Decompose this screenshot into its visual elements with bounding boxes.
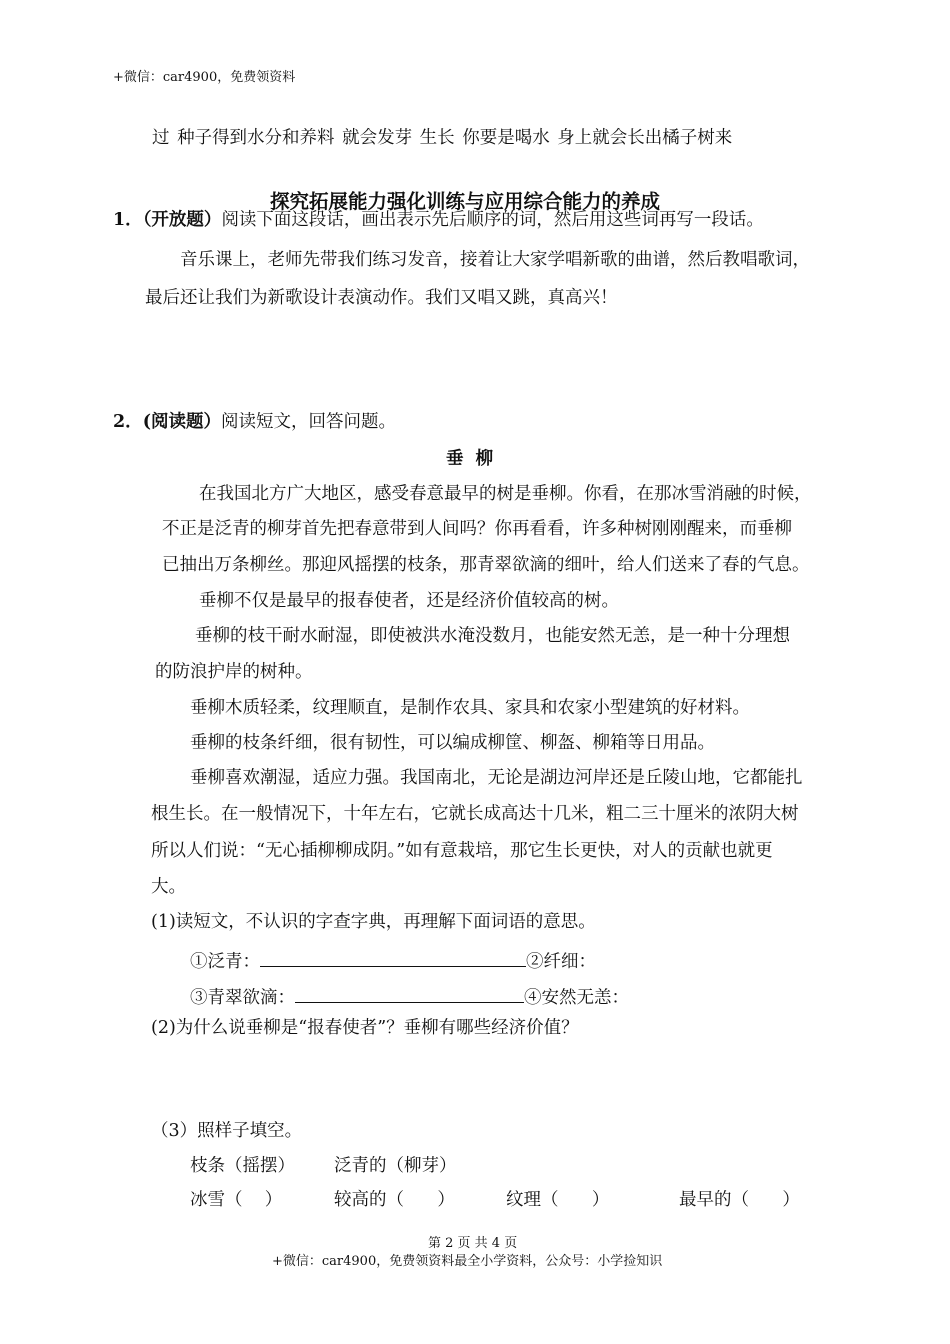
sub3-fill-4[interactable]: 最早的（ ） — [679, 1190, 800, 1210]
page-number: 第 2 页 共 4 页 — [428, 1236, 518, 1251]
q1-number: 1． — [113, 210, 143, 230]
question-1 — [113, 212, 764, 230]
answer-blank[interactable] — [295, 986, 524, 1003]
q1-passage-line-2: 最后还让我们为新歌设计表演动作。我们又唱又跳，真高兴！ — [145, 288, 618, 308]
article-line: 的防浪护岸的树种。 — [155, 662, 313, 682]
sub3-fill-1[interactable]: 冰雪（ ） — [190, 1190, 283, 1210]
article-line: 垂柳喜欢潮湿，适应力强。我国南北，无论是湖边河岸还是丘陵山地，它都能扎 — [190, 768, 803, 788]
article-line: 垂柳不仅是最早的报春使者，还是经济价值较高的树。 — [199, 591, 619, 611]
sub3-fill-2[interactable]: 较高的（ ） — [334, 1190, 455, 1210]
article-line: 已抽出万条柳丝。那迎风摇摆的枝条，那青翠欲滴的细叶，给人们送来了春的气息。 — [162, 555, 810, 575]
article-title: 垂 柳 — [446, 449, 494, 469]
q1-passage-line-1: 音乐课上，老师先带我们练习发音，接着让大家学唱新歌的曲谱，然后教唱歌词， — [180, 250, 810, 270]
sub1-item-2-label: ②纤细： — [526, 952, 596, 972]
q1-prompt: 阅读下面这段话，画出表示先后顺序的词，然后用这些词再写一段话。 — [221, 210, 764, 230]
article-line: 垂柳的枝条纤细，很有韧性，可以编成柳筐、柳盔、柳箱等日用品。 — [190, 733, 715, 753]
article-line: 垂柳木质轻柔，纹理顺直，是制作农具、家具和农家小型建筑的好材料。 — [190, 698, 750, 718]
sub3-example-1: 枝条（摇摆） — [190, 1156, 295, 1176]
sub2-prompt: (2)为什么说垂柳是“报春使者”？垂柳有哪些经济价值？ — [151, 1018, 579, 1038]
q2-tag: (阅读题） — [142, 412, 221, 432]
sub1-prompt: (1)读短文，不认识的字查字典，再理解下面词语的意思。 — [151, 912, 596, 932]
sub3-prompt: （3）照样子填空。 — [151, 1121, 303, 1141]
sub1-row-2 — [190, 986, 629, 1008]
header-text: +微信：car4900，免费领资料 — [113, 70, 296, 85]
article-line: 大。 — [151, 877, 186, 897]
question-2 — [113, 414, 396, 432]
article-line: 根生长。在一般情况下，十年左右，它就长成高达十几米，粗二三十厘米的浓阴大树 — [151, 804, 799, 824]
footer-text: +微信：car4900，免费领资料最全小学资料，公众号：小学捡知识 — [272, 1254, 663, 1269]
sub1-row-1 — [190, 950, 596, 972]
article-line: 不正是泛青的柳芽首先把春意带到人间吗？你再看看，许多种树刚刚醒来，而垂柳 — [162, 519, 792, 539]
sub1-item-4-label: ④安然无恙： — [524, 988, 629, 1008]
article-line: 在我国北方广大地区，感受春意最早的树是垂柳。你看，在那冰雪消融的时候， — [199, 484, 812, 504]
article-line: 所以人们说：“无心插柳柳成阴。”如有意栽培，那它生长更快，对人的贡献也就更 — [151, 841, 773, 861]
q1-tag: （开放题） — [142, 210, 222, 230]
section-title: 探究拓展能力强化训练与应用综合能力的养成 — [270, 190, 661, 213]
article-line: 垂柳的枝干耐水耐湿，即使被洪水淹没数月，也能安然无恙，是一种十分理想 — [195, 626, 790, 646]
sub1-item-1-label: ①泛青： — [190, 952, 260, 972]
top-line: 过 种子得到水分和养料 就会发芽 生长 你要是喝水 身上就会长出橘子树来 — [152, 128, 733, 148]
q2-prompt: 阅读短文，回答问题。 — [220, 412, 396, 432]
answer-blank[interactable] — [260, 950, 526, 967]
sub3-fill-3[interactable]: 纹理（ ） — [506, 1190, 610, 1210]
sub1-item-3-label: ③青翠欲滴： — [190, 988, 295, 1008]
q2-number: 2． — [113, 412, 143, 432]
sub3-example-2: 泛青的（柳芽） — [334, 1156, 457, 1176]
